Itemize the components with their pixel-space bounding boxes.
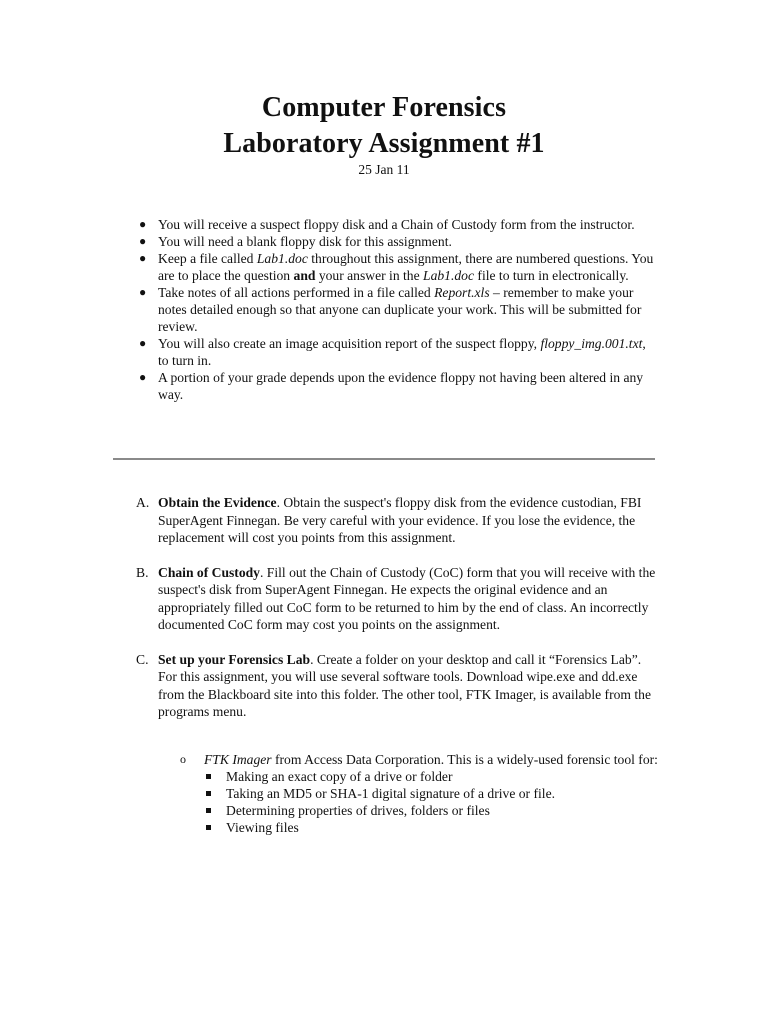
step-heading: Obtain the Evidence	[158, 495, 277, 510]
list-item	[202, 768, 660, 785]
step-letter: B.	[136, 564, 149, 580]
document-subtitle: Laboratory Assignment #1	[223, 128, 545, 159]
list-item-text: You will need a blank floppy disk for this assignment.	[158, 234, 452, 249]
tool-description: FTK Imager from Access Data Corporation. This is a widely-used forensic tool for:	[204, 752, 658, 767]
bullet-icon: ●	[139, 217, 147, 231]
circle-bullet-icon: o	[180, 752, 186, 766]
tool-name: FTK Imager	[204, 752, 272, 767]
document-date: 25 Jan 11	[358, 162, 410, 177]
steps-list	[136, 494, 656, 738]
list-item	[135, 233, 655, 250]
step-text: Set up your Forensics Lab. Create a folder on your desktop and call it “Forensics Lab”. For this assignment, you will use several software tools. Download wipe.exe and dd.exe from the Blackboard site into this folder. The other tool, FTK Imager, is available from the programs menu.	[158, 651, 651, 719]
list-item-text: Determining properties of drives, folders or files	[226, 803, 490, 818]
list-item-text: Viewing files	[226, 820, 299, 835]
square-bullet-icon	[206, 791, 211, 796]
tool-list	[180, 751, 660, 836]
square-bullet-icon	[206, 825, 211, 830]
step-heading: Chain of Custody	[158, 564, 260, 580]
list-item	[135, 250, 655, 284]
list-item-text: Making an exact copy of a drive or folder	[226, 769, 453, 784]
list-item	[135, 284, 655, 335]
instructions-list	[135, 216, 655, 403]
step-letter: A.	[136, 495, 150, 510]
step-c	[136, 651, 656, 721]
tool-uses-list	[180, 768, 660, 836]
list-item-text: You will also create an image acquisition report of the suspect floppy, floppy_img.001.txt, to turn in.	[158, 336, 646, 368]
filename: Lab1.doc	[423, 268, 475, 283]
step-text: Chain of Custody. Fill out the Chain of Custody (CoC) form that you will receive with the suspect's disk from SuperAgent Finnegan. He expects the original evidence and an appropriately filled out CoC form to be returned to him by the end of class. An incorrectly documented CoC form may cost you points on the assignment.	[158, 564, 656, 632]
list-item	[135, 216, 655, 233]
step-b	[136, 564, 656, 634]
list-item-text: A portion of your grade depends upon the evidence floppy not having been altered in any way.	[158, 370, 644, 402]
filename: floppy_img.001.txt	[540, 336, 643, 351]
filename: Report.xls	[434, 285, 490, 300]
list-item-text: You will receive a suspect floppy disk and a Chain of Custody form from the instructor.	[158, 217, 635, 232]
list-item	[202, 802, 660, 819]
step-a	[136, 494, 656, 547]
step-heading: Set up your Forensics Lab	[158, 651, 311, 667]
step-letter: C.	[136, 651, 149, 667]
bullet-icon: ●	[139, 285, 147, 299]
square-bullet-icon	[206, 774, 211, 779]
bullet-icon: ●	[139, 251, 147, 265]
bullet-icon: ●	[139, 370, 147, 384]
bullet-icon: ●	[139, 336, 147, 350]
list-item	[202, 785, 660, 802]
list-item-text: Keep a file called Lab1.doc throughout this assignment, there are numbered questions. You are to place the question and your answer in the Lab1.doc file to turn in electronically.	[158, 251, 654, 283]
tool-item	[180, 751, 660, 768]
horizontal-divider	[113, 458, 655, 460]
emphasis: and	[293, 268, 316, 283]
filename: Lab1.doc	[256, 251, 308, 266]
step-text: Obtain the Evidence. Obtain the suspect's floppy disk from the evidence custodian, FBI SuperAgent Finnegan. Be very careful with your evidence. If you lose the evidence, the replacement will cost you points from this assignment.	[158, 495, 642, 545]
bullet-icon: ●	[139, 234, 147, 248]
list-item-text: Take notes of all actions performed in a file called Report.xls – remember to make your notes detailed enough so that anyone can duplicate your work. This will be submitted for review.	[158, 285, 642, 334]
document-title: Computer Forensics	[261, 92, 507, 123]
list-item	[202, 819, 660, 836]
list-item	[135, 369, 655, 403]
list-item	[135, 335, 655, 369]
square-bullet-icon	[206, 808, 211, 813]
list-item-text: Taking an MD5 or SHA-1 digital signature of a drive or file.	[226, 786, 555, 801]
